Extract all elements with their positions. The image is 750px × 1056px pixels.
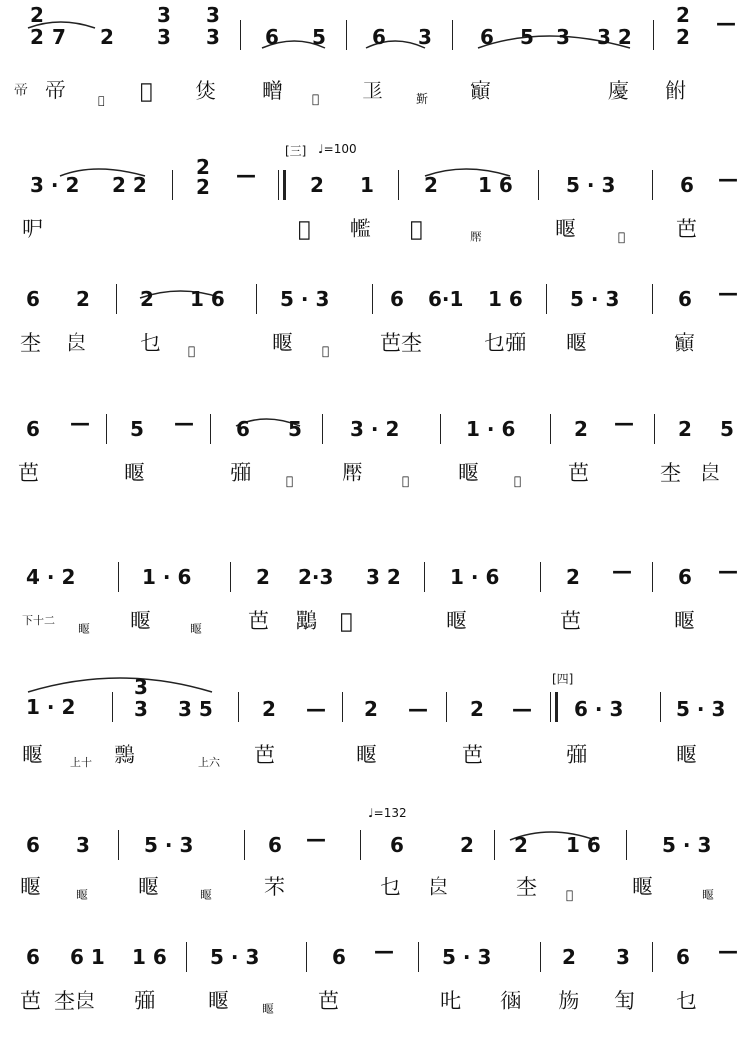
note: 2 — [460, 833, 474, 857]
barline — [186, 942, 187, 972]
note: 2 — [574, 417, 588, 441]
note: 5 · 3 — [570, 287, 620, 311]
note: 2 — [76, 287, 90, 311]
note: 3 — [76, 833, 90, 857]
tab-char: 𥈔 — [674, 609, 695, 633]
notation-row — [0, 408, 750, 448]
system-3 — [0, 278, 750, 398]
tab-char: 𣏍 — [286, 474, 294, 488]
note: 3 — [134, 697, 148, 721]
tab-char: 𥈔 — [262, 1002, 275, 1016]
tab-char: 𥈔 — [130, 609, 151, 633]
note: 3 5 — [178, 697, 213, 721]
note: 2 — [470, 697, 484, 721]
note: 4 · 2 — [26, 565, 76, 589]
tab-char: 𥈔 — [555, 217, 576, 241]
barline — [118, 830, 119, 860]
barline — [626, 830, 627, 860]
note: 3 — [157, 3, 171, 27]
note: 5 · 3 — [676, 697, 726, 721]
barline — [244, 830, 245, 860]
note: — — [612, 559, 632, 583]
tab-char: 𥈔 — [78, 622, 91, 636]
note: 2 — [100, 25, 114, 49]
tab-char: 芭 — [248, 609, 269, 633]
note: 3 · 2 — [350, 417, 400, 441]
note: 2 — [262, 697, 276, 721]
note: 6 — [680, 173, 694, 197]
tab-char: 𣌣 — [66, 331, 87, 355]
barline — [654, 414, 655, 444]
note: 2 — [562, 945, 576, 969]
tab-char: 乜𢐤 — [484, 331, 526, 355]
note: 6 — [268, 833, 282, 857]
barline — [652, 562, 653, 592]
note: 1 6 — [190, 287, 225, 311]
notation-row — [0, 3, 750, 54]
tablature-row — [0, 606, 750, 646]
tab-char: 𩈕 — [402, 474, 410, 488]
tab-char: 芭杢 — [380, 331, 422, 355]
tab-char: 杢 — [660, 461, 681, 485]
note: 6 — [26, 833, 40, 857]
section-label: [三] — [285, 144, 307, 158]
note: 2 — [678, 417, 692, 441]
note: 6 — [26, 945, 40, 969]
tablature-row — [0, 986, 750, 1026]
tab-char: 𢅠 — [342, 461, 363, 485]
tablature-row — [0, 76, 750, 116]
note: — — [718, 281, 738, 305]
tab-char: 𣏍 — [514, 474, 522, 488]
note: 6 — [236, 417, 250, 441]
note: 6 — [265, 25, 279, 49]
barline — [652, 942, 653, 972]
tab-char: 𥈔 — [632, 875, 653, 899]
barline — [494, 830, 495, 860]
barline — [360, 830, 361, 860]
note: 1 — [360, 173, 374, 197]
tab-char: 𥈔 — [124, 461, 145, 485]
tab-char: 𣌣 — [700, 461, 721, 485]
tab-char: 杢 — [20, 331, 41, 355]
note: 5 — [288, 417, 302, 441]
tab-char: 芭 — [254, 743, 275, 767]
note: 3 — [418, 25, 432, 49]
section-label: [四] — [552, 672, 574, 686]
note: 2 — [566, 565, 580, 589]
tab-char: 𣈂 — [98, 94, 105, 107]
note: — — [512, 697, 532, 721]
tab-char: 𢐤 — [230, 461, 251, 485]
tab-char: 杢𣌣 — [54, 989, 96, 1013]
tab-char: 𥈔 — [76, 888, 89, 902]
barline — [172, 170, 173, 200]
note: — — [408, 697, 428, 721]
note: 3 — [206, 25, 220, 49]
note: 2 — [676, 3, 690, 27]
note: — — [374, 939, 394, 963]
note: 2 — [310, 173, 324, 197]
barline — [452, 20, 453, 50]
system-1 — [0, 3, 750, 134]
notation-row — [0, 824, 750, 864]
note: 6·1 — [428, 287, 464, 311]
note: — — [70, 411, 90, 435]
tab-char: 㕧 — [22, 217, 43, 241]
tab-char: 𢋣 — [608, 79, 629, 103]
barline — [106, 414, 107, 444]
tab-char: 𥈔 — [20, 875, 41, 899]
note: — — [174, 411, 194, 435]
tab-char: 𪅃 — [114, 743, 135, 767]
tab-char: 𢒄 — [362, 79, 383, 103]
note: 5 — [720, 417, 734, 441]
system-5 — [0, 556, 750, 676]
note: 5 · 3 — [566, 173, 616, 197]
tab-char: 上六 — [198, 756, 220, 769]
barline — [306, 942, 307, 972]
barline — [230, 562, 231, 592]
note: 5 — [520, 25, 534, 49]
barline — [256, 284, 257, 314]
note: 3 · 2 — [30, 173, 80, 197]
barline — [550, 414, 551, 444]
tab-char: 芭 — [318, 989, 339, 1013]
note: — — [716, 11, 736, 35]
note: 6 — [480, 25, 494, 49]
note: 6 · 3 — [574, 697, 624, 721]
note: 6 — [390, 833, 404, 857]
tab-char: 𣌣 — [428, 875, 449, 899]
note: 1 6 — [566, 833, 601, 857]
tab-char: 𥈔 — [676, 743, 697, 767]
system-2 — [0, 140, 750, 260]
note: — — [306, 827, 326, 851]
barline — [546, 284, 547, 314]
tab-char: 𣲖 — [566, 888, 574, 902]
note: 2 — [140, 287, 154, 311]
tablature-row — [0, 328, 750, 368]
note: 1 6 — [488, 287, 523, 311]
barline — [653, 20, 654, 50]
tab-char: 𡬅 — [674, 331, 695, 355]
notation-row — [0, 278, 750, 318]
note: 2 — [196, 155, 210, 179]
note: 2 2 — [112, 173, 147, 197]
note: 6 — [676, 945, 690, 969]
note: 2 — [676, 25, 690, 49]
barline — [322, 414, 323, 444]
tab-char: 𢂇 — [45, 79, 66, 103]
tab-char: 𥈔 — [702, 888, 715, 902]
tablature-row — [0, 740, 750, 780]
tab-char: 杢 — [516, 875, 537, 899]
tab-char: 𠣕 — [614, 989, 635, 1013]
note: 6 — [372, 25, 386, 49]
system-4 — [0, 408, 750, 528]
note: 3 — [157, 25, 171, 49]
tab-char: 𥈔 — [190, 622, 203, 636]
note: 5 · 3 — [210, 945, 260, 969]
note: 1 6 — [478, 173, 513, 197]
note: 6 — [678, 287, 692, 311]
note: 1 · 6 — [466, 417, 516, 441]
note: — — [236, 163, 256, 187]
note: 3 2 — [597, 25, 632, 49]
barline — [346, 20, 347, 50]
tab-char: 上十 — [70, 756, 92, 769]
tab-char: 𣲖 — [188, 344, 196, 358]
note: 6 — [678, 565, 692, 589]
tab-char: 𥈔 — [446, 609, 467, 633]
note: 5 — [130, 417, 144, 441]
double-barline — [550, 692, 558, 722]
tab-char: 𩈕 — [298, 217, 311, 241]
note: 5 — [312, 25, 326, 49]
note: 1 · 6 — [142, 565, 192, 589]
note: 5 · 3 — [144, 833, 194, 857]
tab-char: 𪈀 — [296, 609, 317, 633]
tab-char: 𢐤 — [566, 743, 587, 767]
barline — [440, 414, 441, 444]
note: 3 — [616, 945, 630, 969]
tab-char: 𣲖 — [410, 217, 423, 241]
tab-char: 𢐛 — [140, 79, 153, 103]
note: 6 — [26, 417, 40, 441]
note: — — [306, 697, 326, 721]
note: — — [614, 411, 634, 435]
barline — [424, 562, 425, 592]
barline — [118, 562, 119, 592]
notation-row — [0, 936, 750, 976]
tab-char: 𢅡 — [350, 217, 371, 241]
tab-char: 𠮟 — [440, 989, 461, 1013]
note: 2 — [424, 173, 438, 197]
barline — [540, 942, 541, 972]
notation-row — [0, 556, 750, 596]
tab-char: 芭 — [20, 989, 41, 1013]
tab-char: 芭 — [18, 461, 39, 485]
note: — — [718, 939, 738, 963]
barline — [240, 20, 241, 50]
note: 2 — [256, 565, 270, 589]
note: — — [718, 167, 738, 191]
tab-char: 𥈔 — [200, 888, 213, 902]
barline — [112, 692, 113, 722]
note: 6 — [332, 945, 346, 969]
tab-char: 𤈢 — [195, 79, 216, 103]
tab-char: 芭 — [462, 743, 483, 767]
barline — [372, 284, 373, 314]
tab-char: 芣 — [264, 875, 285, 899]
note: 2 — [514, 833, 528, 857]
tab-char: 𣋰 — [312, 92, 320, 106]
note: 6 — [390, 287, 404, 311]
note: 2 — [364, 697, 378, 721]
notation-row — [0, 155, 750, 204]
tab-char: 𥈔 — [138, 875, 159, 899]
system-6 — [0, 670, 750, 790]
tab-char: 𩈕 — [340, 609, 353, 633]
tab-char: 𥈔 — [208, 989, 229, 1013]
note: 7 — [52, 25, 66, 49]
note: 5 · 3 — [280, 287, 330, 311]
tab-char: 𩚭 — [665, 79, 686, 103]
note: 5 · 3 — [662, 833, 712, 857]
note: 3 — [134, 675, 148, 699]
tab-char: 𣏍 — [618, 230, 626, 244]
barline — [652, 284, 653, 314]
tempo-mark: ♩=100 — [318, 142, 357, 156]
barline — [538, 170, 539, 200]
note: 1 · 6 — [450, 565, 500, 589]
tab-char: 芭 — [560, 609, 581, 633]
tab-char: 𥈔 — [566, 331, 587, 355]
tab-char: 𥈔 — [458, 461, 479, 485]
tab-char: 乜 — [140, 331, 161, 355]
note: 2·3 — [298, 565, 334, 589]
barline — [210, 414, 211, 444]
note: 6 — [26, 287, 40, 311]
system-7 — [0, 800, 750, 920]
note: 3 — [206, 3, 220, 27]
tab-char: 𥈔 — [356, 743, 377, 767]
tab-char: 乜 — [676, 989, 697, 1013]
barline — [446, 692, 447, 722]
note: 5 · 3 — [442, 945, 492, 969]
tab-char: 㽪 — [262, 79, 283, 103]
barline — [660, 692, 661, 722]
tab-char: 芭 — [676, 217, 697, 241]
tab-char: 𥈔 — [272, 331, 293, 355]
barline — [342, 692, 343, 722]
note: 3 — [556, 25, 570, 49]
barline — [418, 942, 419, 972]
tempo-mark: ♩=132 — [368, 806, 407, 820]
tablature-row — [0, 458, 750, 498]
note: 6 1 — [70, 945, 105, 969]
double-barline — [278, 170, 286, 200]
barline — [398, 170, 399, 200]
note: 2 — [196, 175, 210, 199]
note: 1 · 2 — [26, 695, 76, 719]
notation-row — [0, 675, 750, 726]
tab-char: 𢅠 — [470, 230, 483, 244]
tab-char: 乜 — [380, 875, 401, 899]
tab-char: 𣃦 — [558, 989, 579, 1013]
system-8 — [0, 936, 750, 1056]
barline — [238, 692, 239, 722]
note: 2 — [30, 3, 44, 27]
tab-char: 𥈔 — [22, 743, 43, 767]
tablature-row — [0, 872, 750, 912]
tab-char: 𢂇 — [14, 83, 28, 99]
tab-char: 𣂷 — [416, 92, 429, 106]
tab-char: 𢔈 — [500, 989, 521, 1013]
tab-char: 𡬅 — [470, 79, 491, 103]
barline — [652, 170, 653, 200]
note: 3 2 — [366, 565, 401, 589]
tablature-row — [0, 214, 750, 254]
tab-char: 𣏍 — [322, 344, 330, 358]
tab-char: 下十二 — [22, 614, 55, 627]
tab-char: 芭 — [568, 461, 589, 485]
note: 2 — [30, 25, 44, 49]
note: 1 6 — [132, 945, 167, 969]
tab-char: 𢐤 — [134, 989, 155, 1013]
note: — — [718, 559, 738, 583]
barline — [116, 284, 117, 314]
barline — [540, 562, 541, 592]
